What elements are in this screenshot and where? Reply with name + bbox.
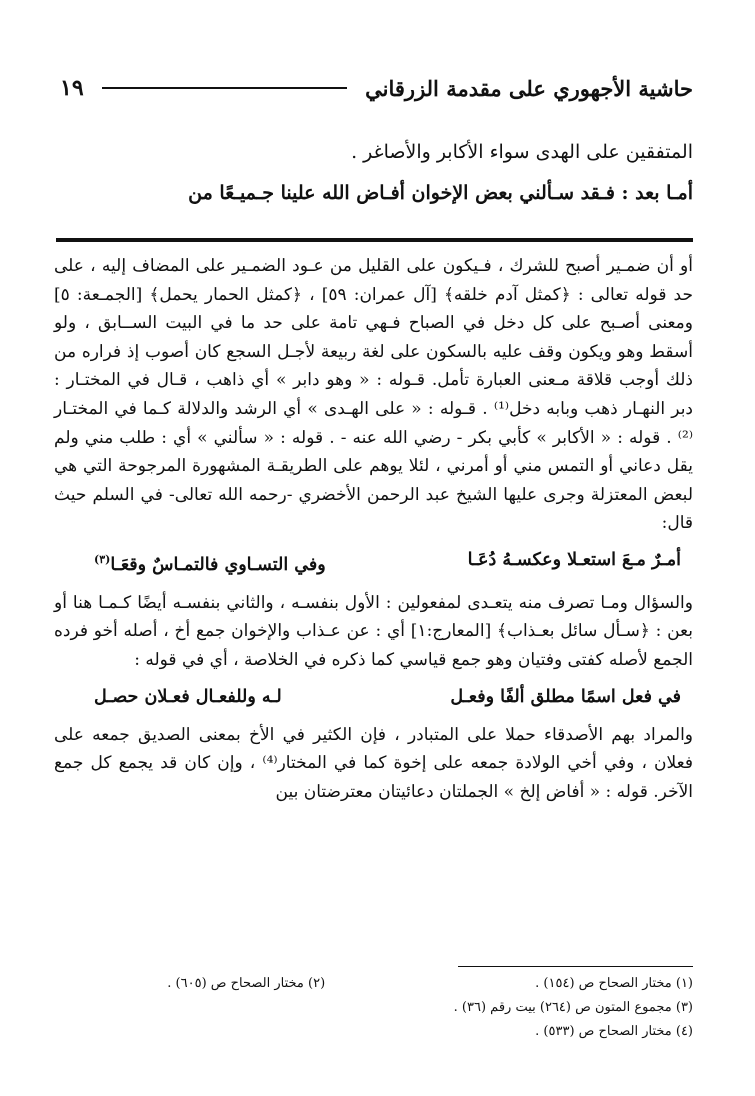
running-header xyxy=(60,70,693,106)
commentary xyxy=(54,252,693,806)
header-rule xyxy=(102,87,348,89)
page-number: ١٩ xyxy=(60,75,84,101)
main-text xyxy=(56,132,693,214)
verse-right-hemistich: أمـرٌ مـعَ استعـلا وعكسـهُ دُعَـا xyxy=(467,549,681,570)
footnote-1: (١) مختار الصحاح ص (١٥٤) . xyxy=(535,976,693,991)
verse-right-hemistich: في فعل اسمًا مطلق ألفًا وفعـل xyxy=(450,686,681,707)
footnote-3: (٣) مجموع المتون ص (٢٦٤) بيت رقم (٣٦) . xyxy=(453,1000,693,1015)
footnote-rule xyxy=(458,966,693,967)
footnote-row xyxy=(60,1020,693,1044)
commentary-paragraph: والمراد بهم الأصدقاء حملا على المتبادر ، فإن الكثير في الأخ بمعنى الصديق جمعه على فعلان ، وفي أخي الولادة جمعه على إخوة كما في المختار⁽⁴⁾ ، وإن كان قد يجمع كل جمع الآخر. قوله : « أفاض إلخ » الجملتان دعائيتان معترضتان بين xyxy=(54,724,693,802)
main-text-line: أمـا بعد : فـقد سـألني بعض الإخوان أفـاض الله علينا جـميـعًا من xyxy=(188,182,693,204)
footnote-4: (٤) مختار الصحاح ص (٥٣٣) . xyxy=(535,1024,693,1039)
footnotes xyxy=(60,972,693,1044)
verse-left-hemistich: لـه وللفعـال فعـلان حصـل xyxy=(94,686,282,707)
commentary-paragraph: أو أن ضمـير أصبح للشرك ، فـيكون على القليل من عـود الضمـير على المضاف إليه ، على حد قوله تعالى : ﴿كمثل آدم خلقه﴾ [آل عمران: ٥٩] ، ﴿كمثل الحمار يحمل﴾ [الجمـعة: ٥] ومعنى أصـبح على كل دخل في الصباح فـهي تامة على حد ما في البيت الســابق ، ولو أسقط وهو ويكون وقف عليه بالسكون على لغة ربيعة لأجـل السجع كان أصوب إذ فراره من ذلك أوجب قلاقة مـعنى العبارة تأمل. قـوله : « وهو دابر » أي ذاهب ، قـال في المختـار : دبر النهـار ذهب وبابه دخل⁽¹⁾ . قـوله : « على الهـدى » أي الرشد والدلالة كـما في المختـار ⁽²⁾ . قوله : « الأكابر » كأبي بكر - رضي الله عنه - . قوله : « سألني » أي : طلب مني ولم يقل دعاني أو التمس مني أو أمرني ، لئلا يوهم على الطريقـة المشهورة المرجوحة التي هي لبعض المعتزلة وجرى عليها الشيخ عبد الرحمن الأخضري -رحمه الله تعالى- في السلم حيث قال: xyxy=(54,256,693,534)
footnote-2: (٢) مختار الصحاح ص (٦٠٥) . xyxy=(167,976,326,991)
verse-line xyxy=(54,675,693,721)
footnote-row xyxy=(60,996,693,1020)
footnote-row xyxy=(60,972,693,996)
main-commentary-separator xyxy=(56,238,693,242)
verse-left-hemistich: وفي التسـاوي فالتمـاسٌ وقعَـا$^{(٣)}$ xyxy=(94,552,326,575)
main-text-line: المتفقين على الهدى سواء الأكابر والأصاغر . xyxy=(351,141,693,163)
footnote-ref: (٣) xyxy=(94,552,111,566)
verse-line xyxy=(54,538,693,589)
commentary-paragraph: والسؤال ومـا تصرف منه يتعـدى لمفعولين : الأول بنفسـه ، والثاني بنفسـه أيضًا كـمـا هنا أو بعن : ﴿سـأل سائل بعـذاب﴾ [المعارج:١] أي : عن عـذاب والإخوان جمع أخ ، أصله أخو فرده الجمع لأصله كفتى وفتيان وهو جمع قياسي كما ذكره في الخلاصة ، أي في قوله : xyxy=(54,592,693,670)
running-title: حاشية الأجهوري على مقدمة الزرقاني xyxy=(365,75,693,101)
